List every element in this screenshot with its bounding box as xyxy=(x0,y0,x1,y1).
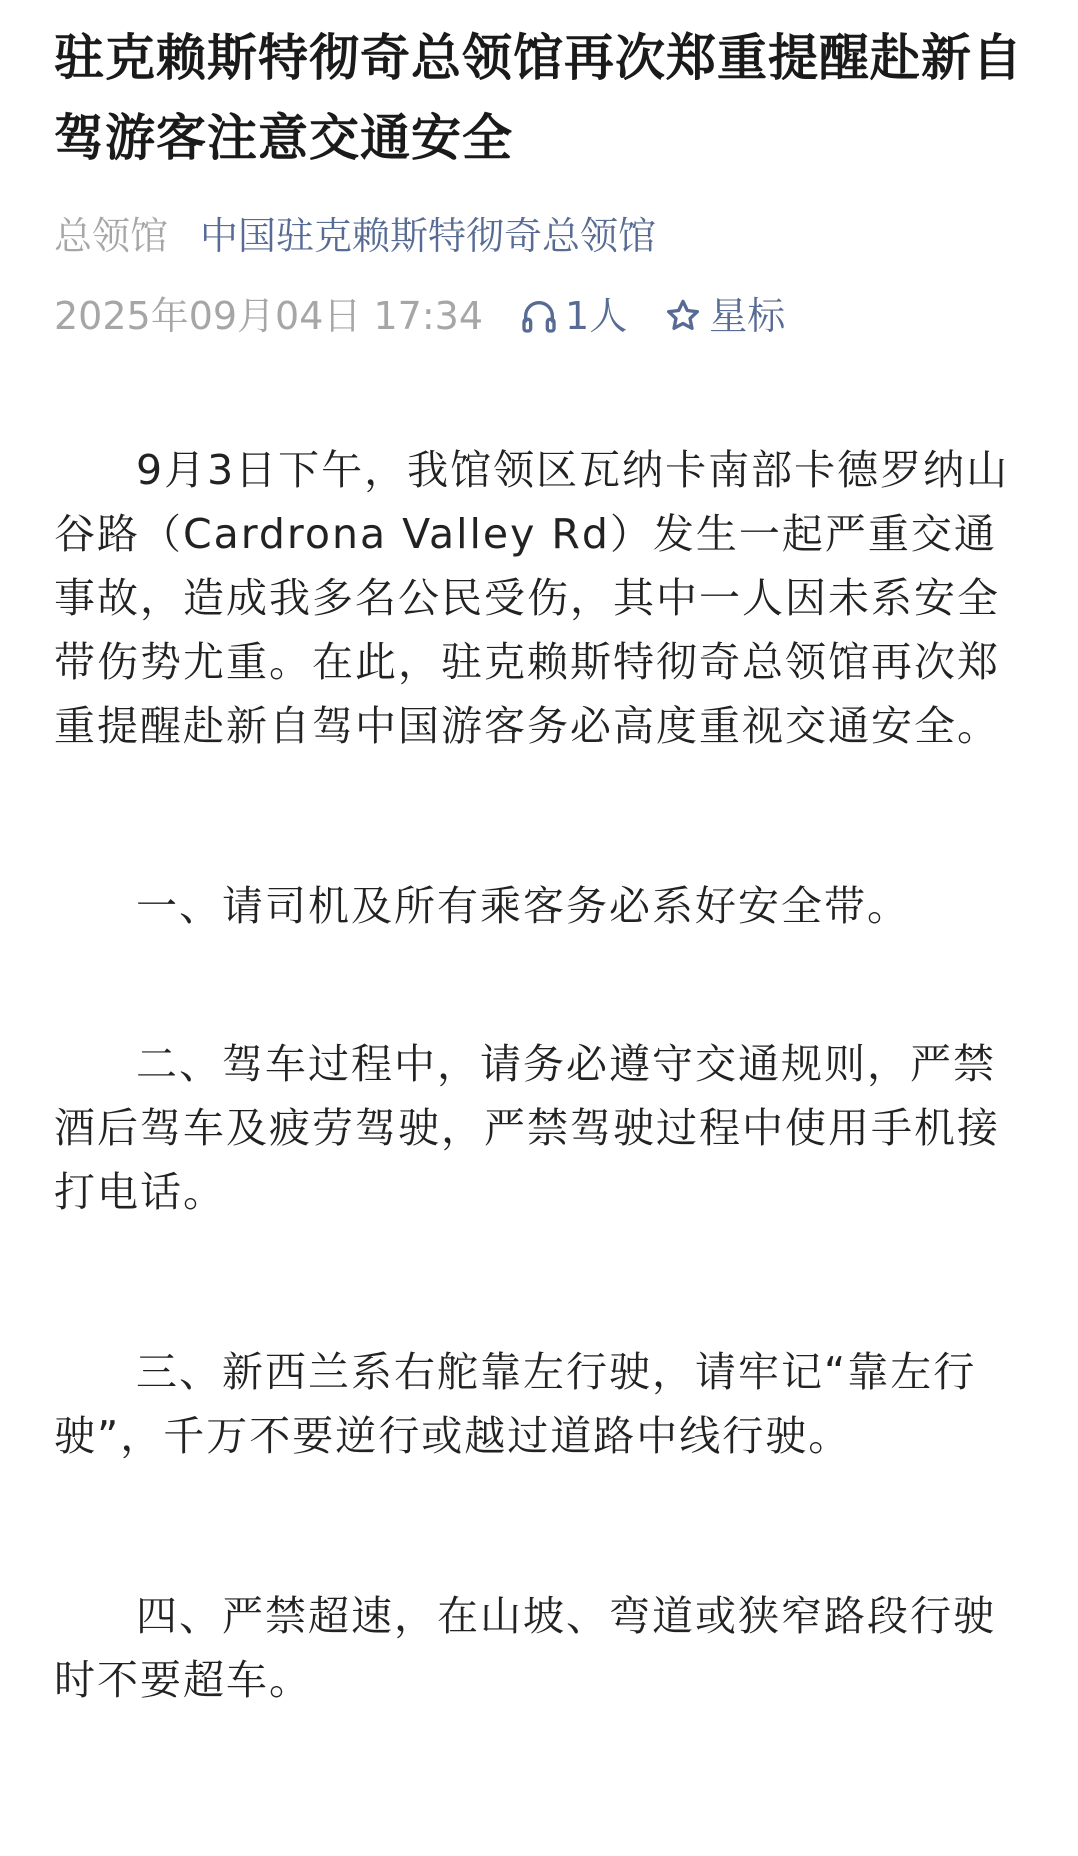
paragraph-rule-1: 一、请司机及所有乘客务必系好安全带。 xyxy=(136,882,910,930)
paragraph-intro: 9月3日下午，我馆领区瓦纳卡南部卡德罗纳山谷路（Cardrona Valley Rd）发生一起严重交通事故，造成我多名公民受伤，其中一人因未系安全带伤势尤重。在此，驻克赖斯特彻奇总领馆再次郑重提醒赴新自驾中国游客务必高度重视交通安全。 xyxy=(54,446,1010,750)
article-content xyxy=(54,438,1024,1712)
article-meta-info xyxy=(54,290,1024,342)
paragraph-rule-4: 四、严禁超速，在山坡、弯道或狭窄路段行驶时不要超车。 xyxy=(54,1592,996,1704)
publish-time: 2025年09月04日 17:34 xyxy=(54,294,484,338)
star-outline-icon xyxy=(663,296,703,336)
headphones-icon xyxy=(519,296,559,336)
star-label: 星标 xyxy=(709,294,786,338)
listen-count: 1人 xyxy=(565,294,628,338)
listen-button[interactable] xyxy=(519,290,627,342)
article-meta-source xyxy=(54,210,1024,262)
article-title: 驻克赖斯特彻奇总领馆再次郑重提醒赴新自驾游客注意交通安全 xyxy=(54,29,1023,167)
source-label: 总领馆 xyxy=(54,214,169,258)
star-button[interactable] xyxy=(663,290,785,342)
paragraph-rule-3: 三、新西兰系右舵靠左行驶，请牢记“靠左行驶”，千万不要逆行或越过道路中线行驶。 xyxy=(54,1348,977,1460)
paragraph-rule-2: 二、驾车过程中，请务必遵守交通规则，严禁酒后驾车及疲劳驾驶，严禁驾驶过程中使用手机接打电话。 xyxy=(54,1040,1000,1216)
account-name-link[interactable]: 中国驻克赖斯特彻奇总领馆 xyxy=(200,214,657,258)
